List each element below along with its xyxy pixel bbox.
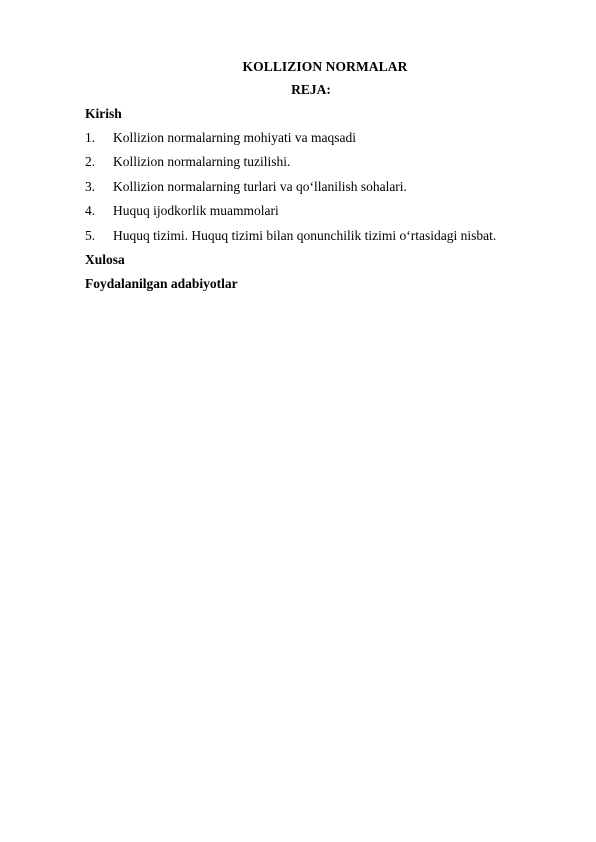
item-number: 2.: [85, 154, 96, 170]
conclusion-heading: Xulosa: [85, 252, 125, 267]
item-number: 1.: [85, 130, 96, 145]
document-title: KOLLIZION NORMALAR: [242, 59, 408, 74]
intro-heading: Kirish: [85, 106, 122, 121]
item-text: Kollizion normalarning mohiyati va maqsadi: [113, 130, 356, 145]
plan-heading: REJA:: [291, 82, 331, 97]
item-number: 4.: [85, 203, 96, 219]
references-heading: Foydalanilgan adabiyotlar: [85, 276, 238, 291]
item-number: 5.: [85, 227, 96, 243]
item-text: Kollizion normalarning turlari va qo‘llanilish sohalari.: [113, 178, 407, 194]
item-number: 3.: [85, 178, 96, 194]
item-text: Huquq tizimi. Huquq tizimi bilan qonunchilik tizimi o‘rtasidagi nisbat.: [113, 227, 497, 243]
item-text: Huquq ijodkorlik muammolari: [113, 203, 279, 219]
item-text: Kollizion normalarning tuzilishi.: [113, 154, 291, 170]
